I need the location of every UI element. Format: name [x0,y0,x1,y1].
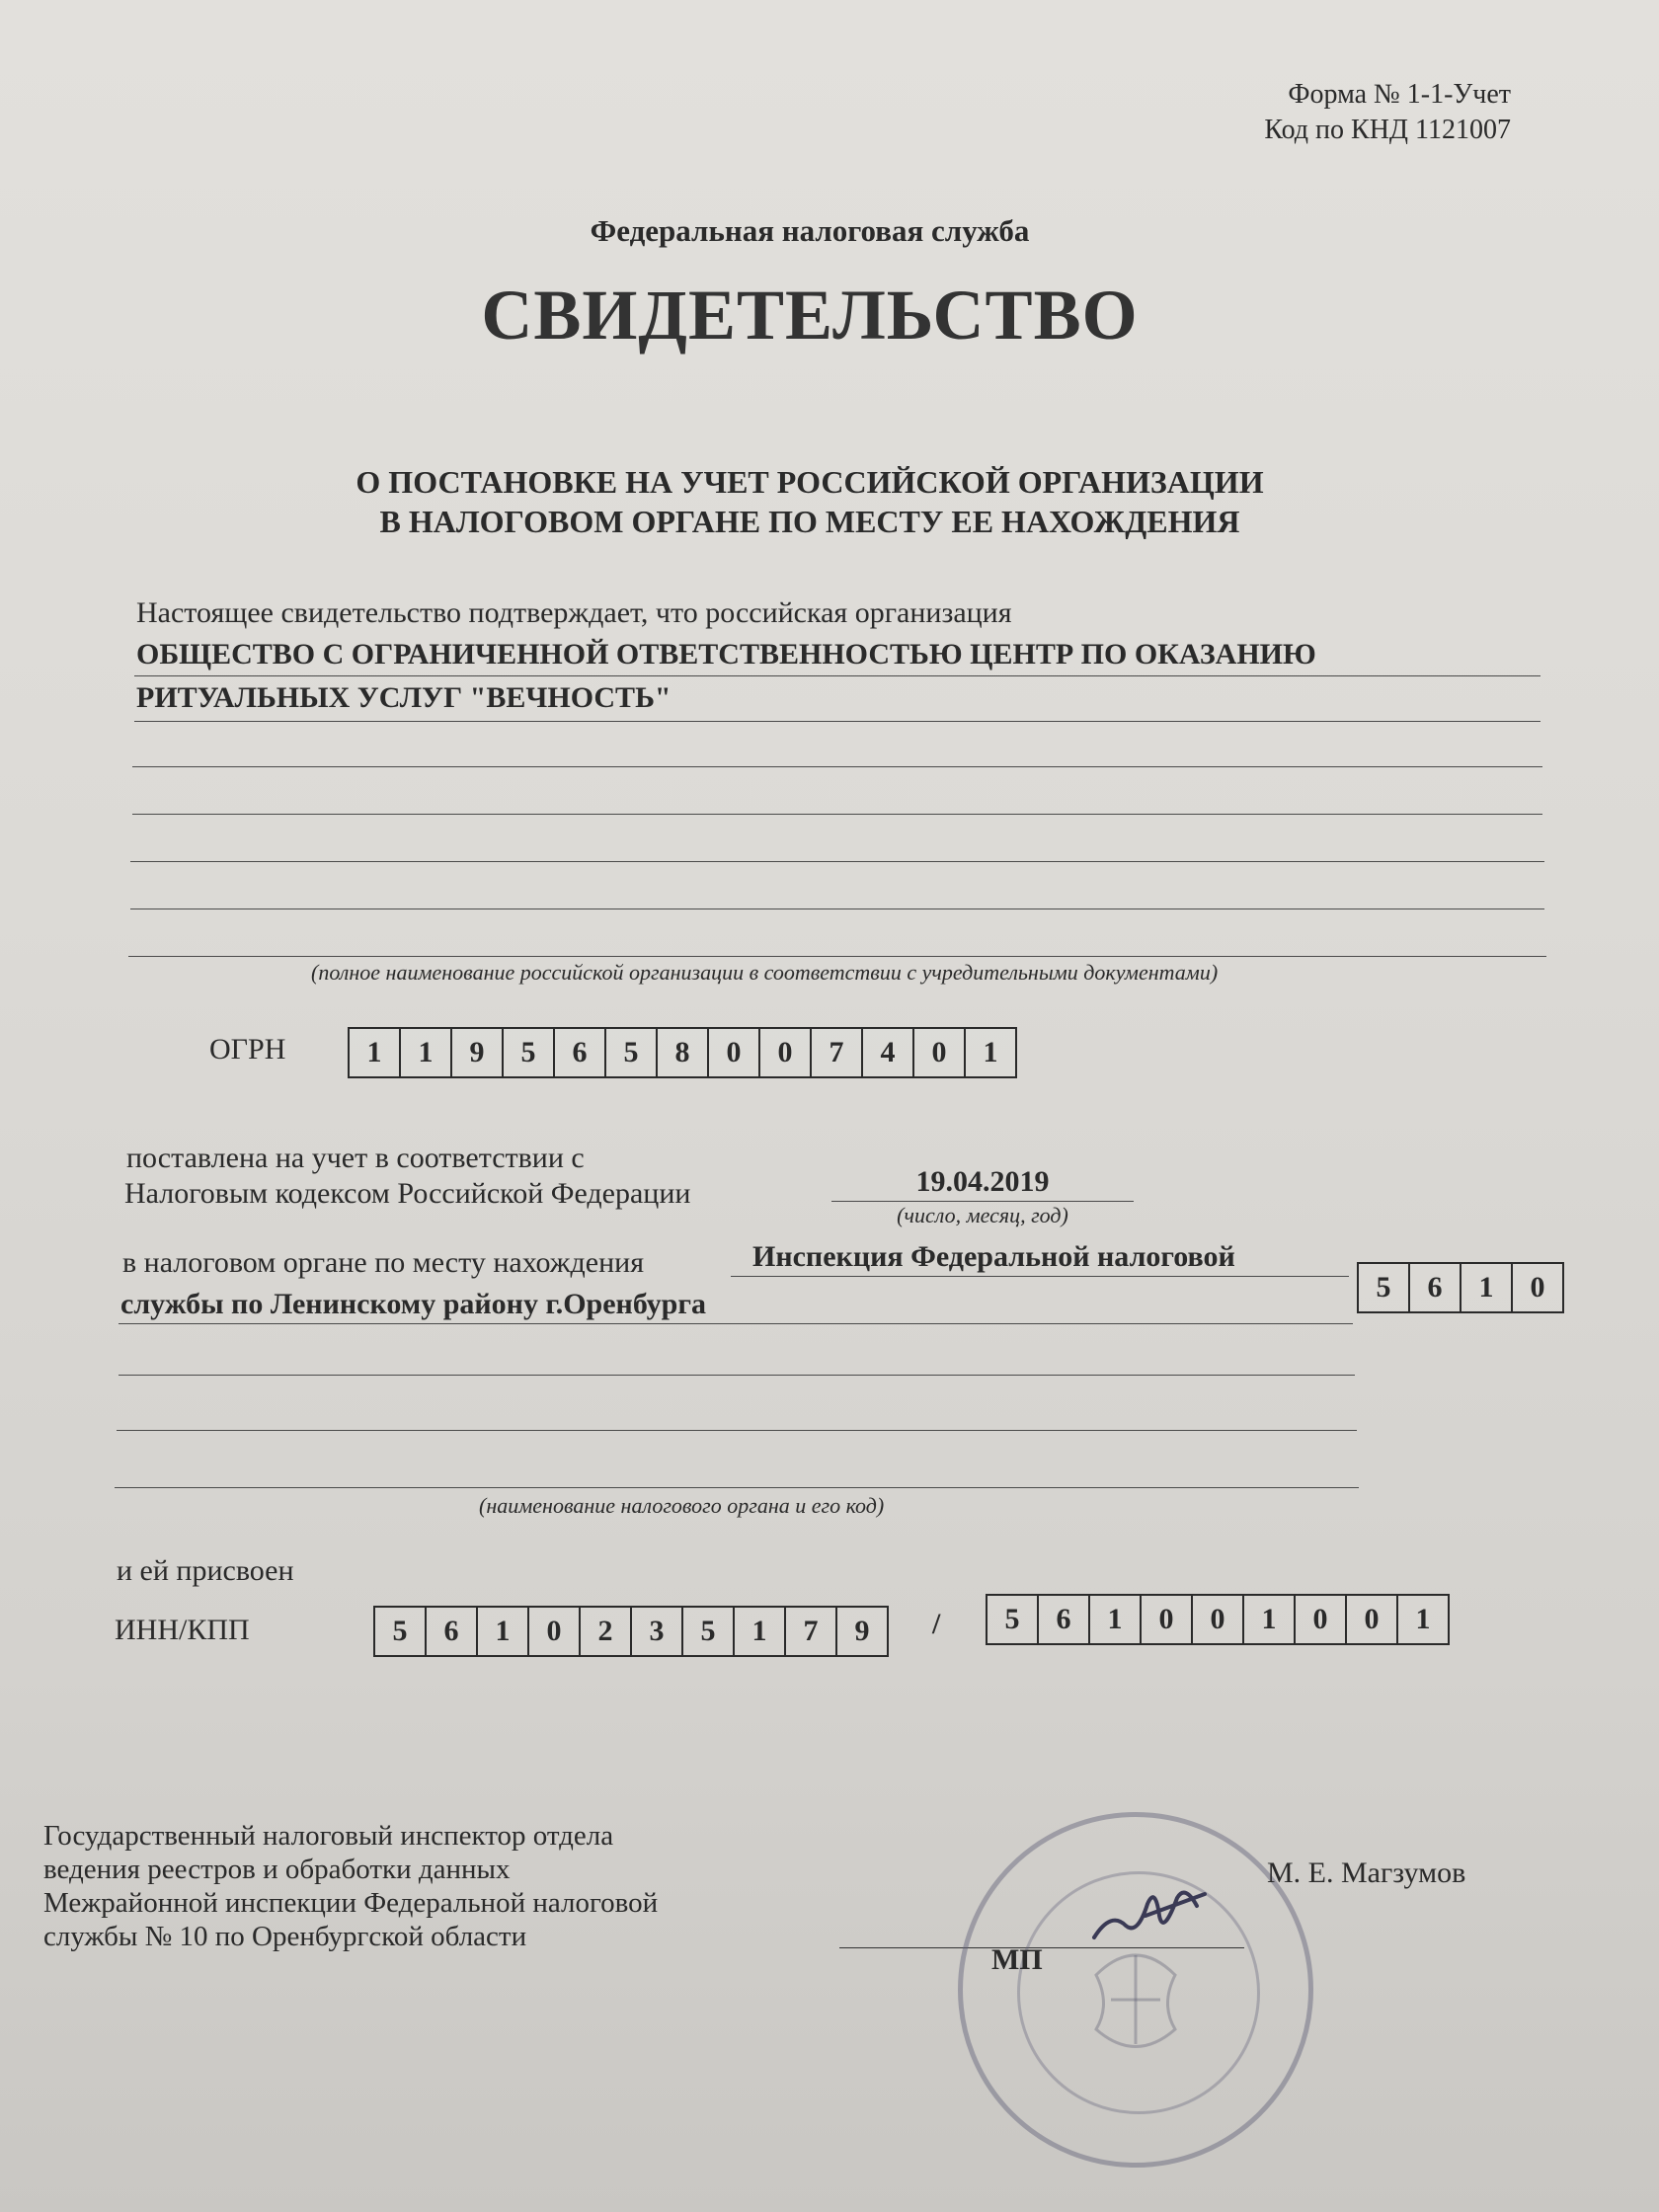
inn-digits [373,1606,889,1657]
ogrn-digit-1: 1 [350,1029,401,1076]
org-name-line-2: РИТУАЛЬНЫХ УСЛУГ "ВЕЧНОСТЬ" [136,681,672,714]
ogrn-digit-6: 5 [606,1029,658,1076]
ogrn-label: ОГРН [209,1033,286,1066]
signature-mark [1086,1876,1215,1955]
kpp-digits [986,1594,1450,1645]
authority-code-digit-2: 6 [1410,1264,1462,1311]
ogrn-digit-7: 8 [658,1029,709,1076]
tax-authority-label: в налоговом органе по месту нахождения [122,1246,645,1279]
ogrn-digits [348,1027,1017,1078]
registered-text-2: Налоговым кодексом Российской Федерации [124,1177,691,1210]
ogrn-digit-13: 1 [983,1036,998,1068]
ogrn-digit-5: 6 [555,1029,606,1076]
intro-text: Настоящее свидетельство подтверждает, что российская организация [136,596,1012,629]
authority-code-digit-3: 1 [1462,1264,1513,1311]
inn-digit-8: 1 [735,1608,786,1655]
org-name-line-1: ОБЩЕСТВО С ОГРАНИЧЕННОЙ ОТВЕТСТВЕННОСТЬЮ ЦЕНТР ПО ОКАЗАНИЮ [136,638,1316,671]
inn-digit-7: 5 [683,1608,735,1655]
registration-date: 19.04.2019 [915,1165,1050,1198]
inn-kpp-separator: / [932,1608,941,1640]
ogrn-digit-11: 4 [863,1029,914,1076]
inspector-name: М. Е. Магзумов [1267,1856,1466,1889]
kpp-digit-7: 0 [1296,1596,1347,1643]
kpp-digit-5: 0 [1193,1596,1244,1643]
kpp-digit-8: 0 [1347,1596,1398,1643]
inn-digit-9: 7 [786,1608,837,1655]
ogrn-digit-3: 9 [452,1029,504,1076]
kpp-digit-9: 1 [1415,1603,1431,1635]
kpp-digit-4: 0 [1142,1596,1193,1643]
tax-authority-caption: (наименование налогового органа и его код) [479,1493,885,1518]
subtitle-line-1: О ПОСТАНОВКЕ НА УЧЕТ РОССИЙСКОЙ ОРГАНИЗАЦИИ [356,464,1264,500]
inn-digit-4: 0 [529,1608,581,1655]
tax-authority-code [1357,1262,1564,1313]
registered-text-1: поставлена на учет в соответствии с [126,1142,585,1174]
ogrn-digit-12: 0 [914,1029,966,1076]
ogrn-digit-2: 1 [401,1029,452,1076]
inspector-title-line-3: Межрайонной инспекции Федеральной налоговой [43,1887,659,1919]
assigned-text: и ей присвоен [117,1554,294,1587]
agency-name: Федеральная налоговая служба [590,213,1030,248]
inn-kpp-label: ИНН/КПП [115,1614,250,1646]
kpp-digit-2: 6 [1039,1596,1090,1643]
ogrn-digit-9: 0 [760,1029,812,1076]
subtitle-line-2: В НАЛОГОВОМ ОРГАНЕ ПО МЕСТУ ЕЕ НАХОЖДЕНИЯ [379,504,1240,539]
page-title: СВИДЕТЕЛЬСТВО [481,276,1139,355]
tax-authority-name-1: Инспекция Федеральной налоговой [752,1240,1235,1273]
authority-code-digit-4: 0 [1530,1271,1545,1304]
stamp-place-label: МП [991,1943,1043,1976]
ogrn-digit-8: 0 [709,1029,760,1076]
inn-digit-1: 5 [375,1608,427,1655]
authority-code-digit-1: 5 [1359,1264,1410,1311]
ogrn-digit-4: 5 [504,1029,555,1076]
inspector-title-line-1: Государственный налоговый инспектор отдела [43,1820,614,1852]
ogrn-digit-10: 7 [812,1029,863,1076]
inspector-title-line-4: службы № 10 по Оренбургской области [43,1921,527,1952]
inspector-title [43,1819,658,1953]
official-seal [958,1812,1313,2168]
inn-digit-5: 2 [581,1608,632,1655]
inn-digit-3: 1 [478,1608,529,1655]
form-number: Форма № 1-1-Учет [1288,79,1511,110]
kpp-digit-3: 1 [1090,1596,1142,1643]
knd-code: Код по КНД 1121007 [1264,115,1511,145]
tax-authority-name-2: службы по Ленинскому району г.Оренбурга [120,1288,706,1320]
kpp-digit-6: 1 [1244,1596,1296,1643]
kpp-digit-1: 5 [988,1596,1039,1643]
inn-digit-10: 9 [854,1615,870,1647]
inspector-title-line-2: ведения реестров и обработки данных [43,1854,511,1885]
inn-digit-2: 6 [427,1608,478,1655]
date-caption: (число, месяц, год) [897,1203,1068,1227]
inn-digit-6: 3 [632,1608,683,1655]
subtitle [0,462,1620,541]
org-name-caption: (полное наименование российской организации в соответствии с учредительными документами) [311,960,1219,985]
